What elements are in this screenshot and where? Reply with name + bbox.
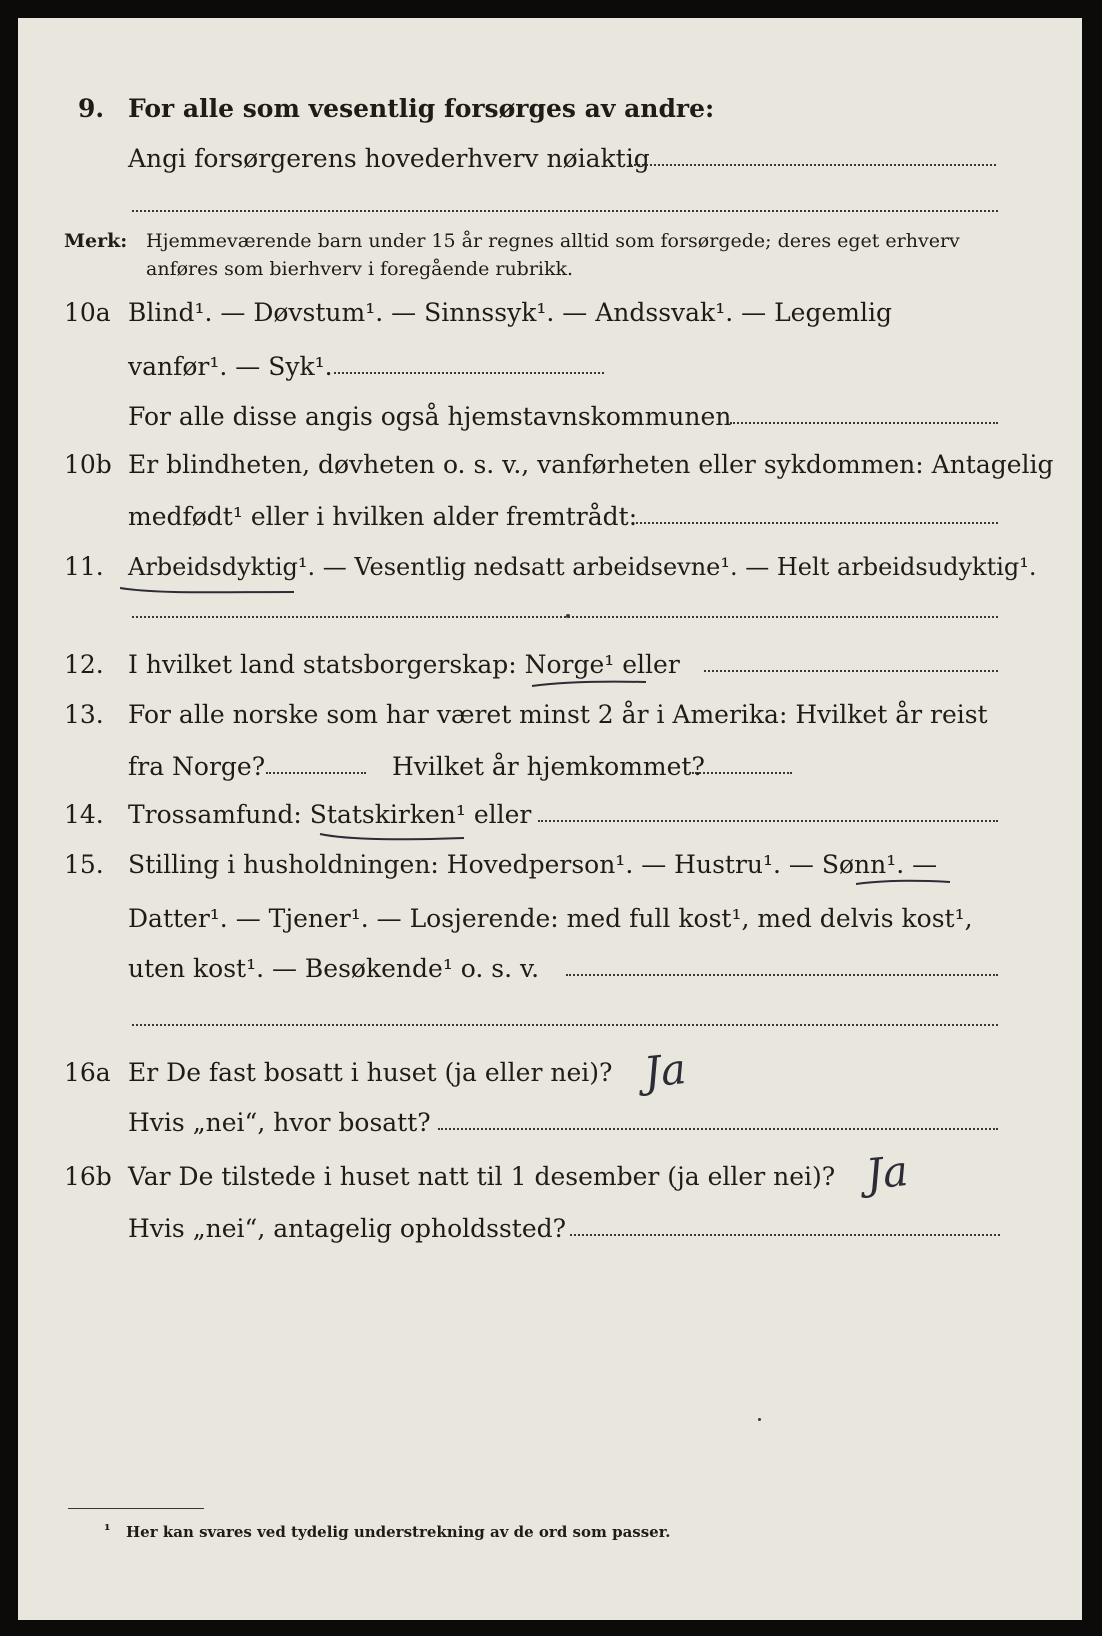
q16a-answer-line[interactable] xyxy=(438,1128,998,1130)
q10b-line-2: medfødt¹ eller i hvilken alder fremtrådt: xyxy=(128,502,638,531)
footnote-mark: ¹ xyxy=(104,1521,111,1539)
q11-answer-line[interactable] xyxy=(132,616,998,618)
q14-answer-line[interactable] xyxy=(538,820,998,822)
q16b-handwritten-answer: Ja xyxy=(863,1145,911,1200)
q11-handwritten-underline xyxy=(118,580,298,600)
q12-answer-line[interactable] xyxy=(704,670,998,672)
q10b-answer-line[interactable] xyxy=(636,522,998,524)
census-form-page xyxy=(18,18,1082,1620)
q11-number: 11. xyxy=(64,552,104,581)
q13-line-2a: fra Norge? xyxy=(128,752,266,781)
q10a-number: 10a xyxy=(64,298,111,327)
q14-line-1: Trossamfund: Statskirken¹ eller xyxy=(128,800,532,829)
q15-line-1: Stilling i husholdningen: Hovedperson¹. — Hustru¹. — Sønn¹. — xyxy=(128,850,938,879)
q9-heading: For alle som vesentlig forsørges av andre: xyxy=(128,94,715,123)
footnote-text: Her kan svares ved tydelig understrekning av de ord som passer. xyxy=(126,1523,671,1541)
q16a-line-1: Er De fast bosatt i huset (ja eller nei)? xyxy=(128,1058,613,1087)
q13-departed-line[interactable] xyxy=(266,772,366,774)
q10b-number: 10b xyxy=(64,450,112,479)
q15-number: 15. xyxy=(64,850,104,879)
q10b-line-1: Er blindheten, døvheten o. s. v., vanførheten eller sykdommen: Antagelig xyxy=(128,450,1054,479)
q10a-hometown-line[interactable] xyxy=(730,422,998,424)
q15-handwritten-underline xyxy=(854,876,954,890)
q16a-line-2: Hvis „nei“, hvor bosatt? xyxy=(128,1108,431,1137)
q10a-line-2: vanfør¹. — Syk¹. xyxy=(128,352,333,381)
q10a-answer-line[interactable] xyxy=(334,372,604,374)
q10a-line-3: For alle disse angis også hjemstavnskommunen xyxy=(128,402,732,431)
q9-question: Angi forsørgerens hovederhverv nøiaktig xyxy=(128,144,650,173)
q12-number: 12. xyxy=(64,650,104,679)
q13-number: 13. xyxy=(64,700,104,729)
q15-line-2: Datter¹. — Tjener¹. — Losjerende: med full kost¹, med delvis kost¹, xyxy=(128,904,973,933)
ink-speck-2 xyxy=(758,1418,761,1421)
q16b-line-1: Var De tilstede i huset natt til 1 desember (ja eller nei)? xyxy=(128,1162,836,1191)
q13-line-1: For alle norske som har været minst 2 år i Amerika: Hvilket år reist xyxy=(128,700,988,729)
q9-answer-line[interactable] xyxy=(630,164,996,166)
q16a-number: 16a xyxy=(64,1058,111,1087)
q9-number: 9. xyxy=(78,94,105,123)
merk-line-1: Hjemmeværende barn under 15 år regnes alltid som forsørgede; deres eget erhverv xyxy=(146,230,960,252)
merk-label: Merk: xyxy=(64,230,128,252)
q11-line-1: Arbeidsdyktig¹. — Vesentlig nedsatt arbeidsevne¹. — Helt arbeidsudyktig¹. xyxy=(128,553,1037,581)
q12-handwritten-underline xyxy=(530,676,650,692)
q15-answer-line[interactable] xyxy=(566,974,998,976)
q13-returned-line[interactable] xyxy=(692,772,792,774)
footnote-rule xyxy=(68,1508,204,1509)
q16b-line-2: Hvis „nei“, antagelig opholdssted? xyxy=(128,1214,567,1243)
q15-line-3: uten kost¹. — Besøkende¹ o. s. v. xyxy=(128,954,540,983)
q16b-answer-line[interactable] xyxy=(570,1234,1000,1236)
ink-speck xyxy=(566,614,570,618)
q16a-handwritten-answer: Ja xyxy=(641,1043,689,1098)
q10a-line-1: Blind¹. — Døvstum¹. — Sinnssyk¹. — Andssvak¹. — Legemlig xyxy=(128,298,892,327)
merk-line-2: anføres som bierhverv i foregående rubrikk. xyxy=(146,258,574,280)
q12-line-1: I hvilket land statsborgerskap: Norge¹ eller xyxy=(128,650,680,679)
q9-answer-line-2[interactable] xyxy=(132,210,998,212)
q14-number: 14. xyxy=(64,800,104,829)
q14-handwritten-underline xyxy=(318,828,468,844)
q15-answer-line-2[interactable] xyxy=(132,1024,998,1026)
q13-line-2b: Hvilket år hjemkommet? xyxy=(392,752,705,781)
q16b-number: 16b xyxy=(64,1162,112,1191)
